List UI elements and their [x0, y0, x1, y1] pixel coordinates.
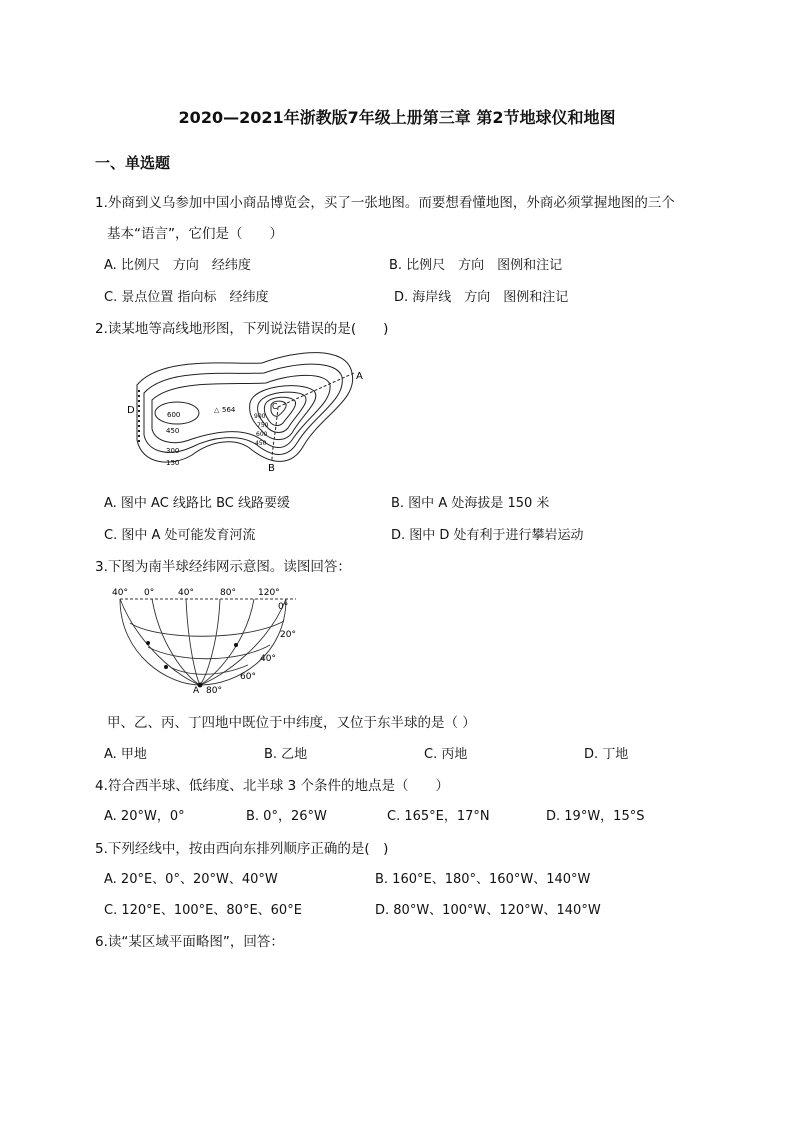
contour-value-900: 900 [254, 413, 266, 420]
contour-value-300: 300 [166, 447, 180, 455]
contour-value-450-left: 450 [166, 427, 180, 435]
question-1-option-c[interactable]: C. 景点位置 指向标 经纬度 [104, 290, 269, 305]
svg-text:△: △ [214, 406, 220, 414]
graticule-label-a: A [193, 686, 200, 695]
question-3-sub-stem: 甲、乙、丙、丁四地中既位于中纬度，又位于东半球的是（ ） [107, 715, 476, 731]
contour-label-b: B [268, 463, 275, 474]
question-4-option-d[interactable]: D. 19°W，15°S [546, 809, 645, 824]
contour-label-a: A [356, 371, 363, 382]
question-5-option-b[interactable]: B. 160°E、180°、160°W、140°W [375, 872, 591, 887]
page-title: 2020—2021年浙教版7年级上册第三章 第2节地球仪和地图 [178, 108, 616, 127]
graticule-figure [108, 585, 308, 695]
question-6-stem: 6.读“某区域平面略图”，回答： [95, 934, 284, 950]
contour-label-d: D [127, 405, 135, 416]
section-heading: 一、单选题 [95, 154, 171, 172]
question-4-option-b[interactable]: B. 0°，26°W [246, 809, 327, 824]
graticule-label-20: 20° [280, 630, 296, 640]
question-1-option-a[interactable]: A. 比例尺 方向 经纬度 [104, 258, 251, 273]
question-1-option-d[interactable]: D. 海岸线 方向 图例和注记 [394, 290, 569, 305]
question-1-option-b[interactable]: B. 比例尺 方向 图例和注记 [389, 258, 563, 273]
contour-value-450-right: 450 [255, 440, 267, 447]
contour-map-figure [122, 345, 378, 475]
contour-value-750: 750 [257, 422, 269, 429]
question-2-option-c[interactable]: C. 图中 A 处可能发育河流 [104, 528, 256, 543]
question-3-option-a[interactable]: A. 甲地 [104, 747, 147, 762]
question-4-option-c[interactable]: C. 165°E，17°N [387, 809, 490, 824]
graticule-label-60: 60° [240, 672, 256, 682]
question-4-stem: 4.符合西半球、低纬度、北半球 3 个条件的地点是（ ） [95, 778, 450, 794]
graticule-label-40e: 40° [178, 588, 194, 598]
question-2-option-a[interactable]: A. 图中 AC 线路比 BC 线路要缓 [104, 496, 290, 511]
contour-value-600-left: 600 [167, 411, 181, 419]
graticule-label-80: 80° [206, 686, 222, 695]
question-3-option-c[interactable]: C. 丙地 [424, 747, 468, 762]
graticule-label-40: 40° [260, 654, 276, 664]
question-3-option-b[interactable]: B. 乙地 [264, 747, 308, 762]
question-2-option-d[interactable]: D. 图中 D 处有利于进行攀岩运动 [391, 528, 584, 543]
question-4-option-a[interactable]: A. 20°W，0° [104, 809, 185, 824]
question-5-option-a[interactable]: A. 20°E、0°、20°W、40°W [104, 872, 278, 887]
graticule-label-0-top: 0° [144, 588, 155, 598]
question-1-stem-line1: 1.外商到义乌参加中国小商品博览会，买了一张地图。而要想看懂地图，外商必须掌握地图的三个 [95, 195, 675, 211]
question-5-option-d[interactable]: D. 80°W、100°W、120°W、140°W [375, 903, 601, 918]
question-2-stem: 2.读某地等高线地形图，下列说法错误的是( ) [95, 321, 389, 337]
graticule-label-80e: 80° [220, 588, 236, 598]
graticule-label-0-lat: 0° [278, 602, 289, 612]
question-5-stem: 5.下列经线中，按由西向东排列顺序正确的是( ) [95, 841, 389, 857]
question-5-option-c[interactable]: C. 120°E、100°E、80°E、60°E [104, 903, 302, 918]
graticule-label-120: 120° [258, 588, 280, 598]
contour-value-600-right: 600 [256, 431, 268, 438]
graticule-label-40w: 40° [112, 588, 128, 598]
spot-height-564: 564 [222, 406, 236, 414]
contour-label-c: C [272, 402, 278, 411]
question-3-stem: 3.下图为南半球经纬网示意图。读图回答： [95, 559, 351, 575]
question-3-option-d[interactable]: D. 丁地 [584, 747, 629, 762]
contour-value-150: 150 [166, 459, 180, 467]
question-1-stem-line2: 基本“语言”，它们是（ ） [107, 226, 283, 242]
question-2-option-b[interactable]: B. 图中 A 处海拔是 150 米 [391, 496, 550, 511]
